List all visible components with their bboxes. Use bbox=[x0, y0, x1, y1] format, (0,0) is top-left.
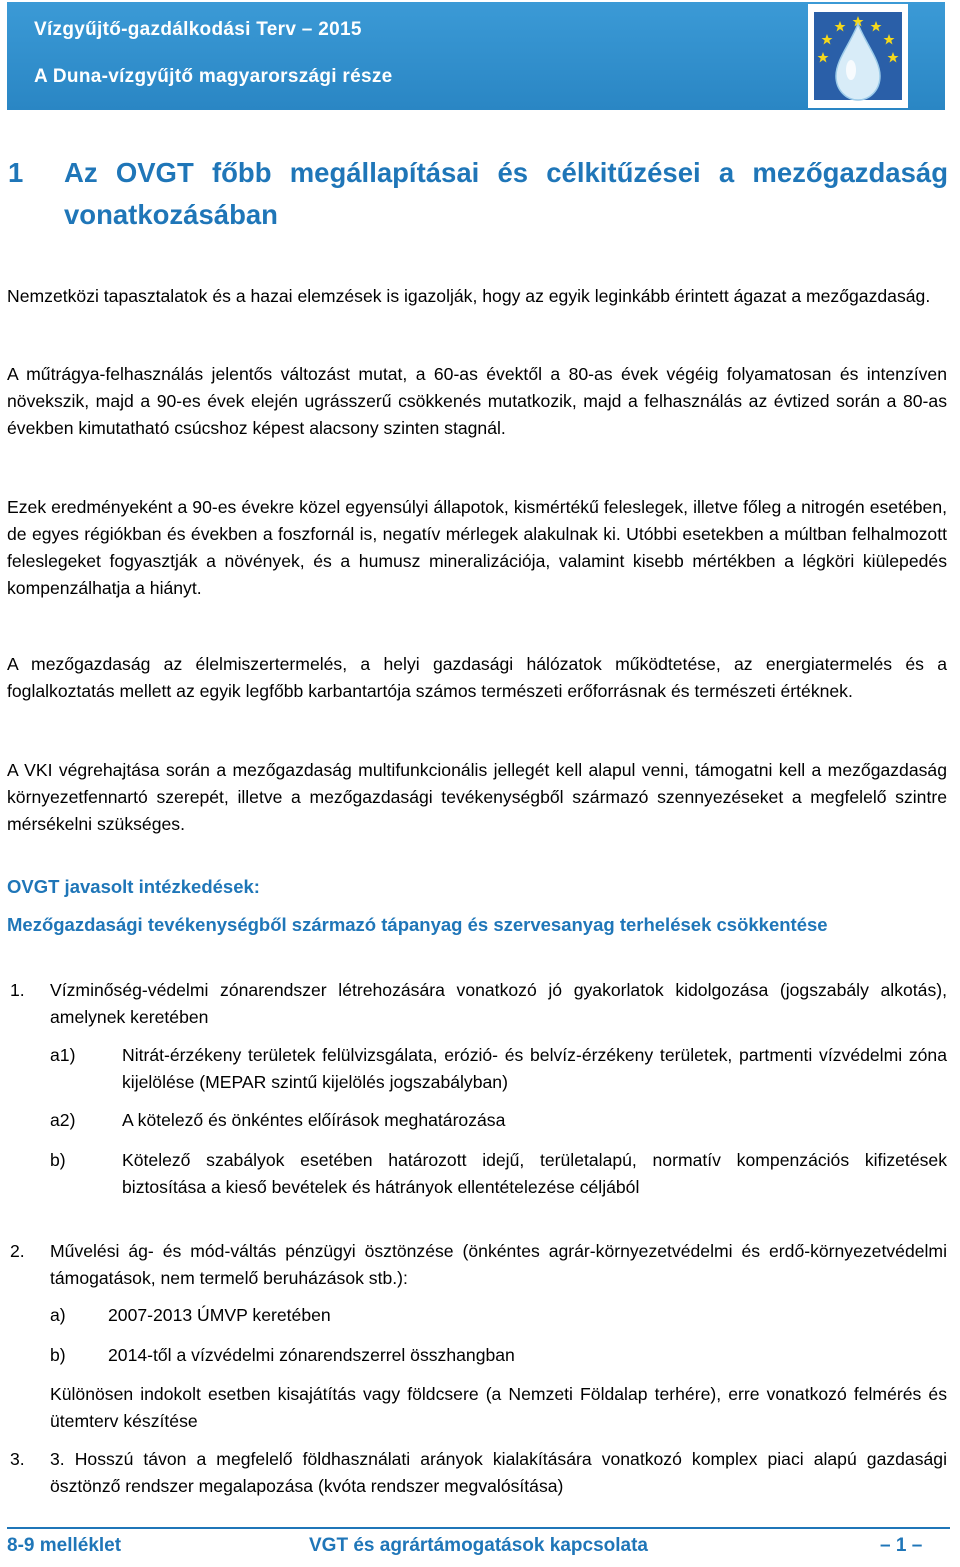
section-heading bbox=[8, 152, 948, 236]
footer-annex: 8-9 melléklet bbox=[7, 1535, 122, 1556]
section-number: 1 bbox=[8, 157, 24, 188]
document-header bbox=[0, 0, 960, 114]
paragraph-3: Ezek eredményeként a 90-es évekre közel egyensúlyi állapotok, kismértékű feleslegek, illetve főleg a nitrogén esetében, de egyes régiókban és években a foszfornál is, negatív mérlegek alakulnak ki. Utóbbi esetekben a múltban felhalmozott feleslegeket fogyasztják a növények, és a humusz mineralizációja, valamint kisebb mértékben a légköri kiülepedés kompenzálhatja a hiányt. bbox=[7, 497, 947, 598]
sub-item-text: 2007-2013 ÚMVP keretében bbox=[108, 1305, 331, 1325]
measures-label: OVGT javasolt intézkedések: bbox=[7, 876, 260, 897]
paragraph-1: Nemzetközi tapasztalatok és a hazai elemzések is igazolják, hogy az egyik leginkább érintett ágazat a mezőgazdaság. bbox=[7, 286, 931, 306]
paragraph-2: A műtrágya-felhasználás jelentős változást mutat, a 60-as évektől a 80-as évek végéig folyamatosan és intenzíven növekszik, majd a 90-es évek elején ugrásszerű csökkenés mutatkozik, majd a felhasználás az évtized során a 80-as években kimutatható csúcshoz képest alacsony szinten stagnál. bbox=[7, 364, 947, 438]
paragraph-4: A mezőgazdaság az élelmiszertermelés, a helyi gazdasági hálózatok működtetése, az energiatermelés és a foglalkoztatás mellett az egyik legfőbb karbantartója számos természeti erőforrásnak és természeti értéknek. bbox=[7, 654, 947, 701]
list-item-text: Művelési ág- és mód-váltás pénzügyi ösztönzése (önkéntes agrár-környezetvédelmi és erdő-környezetvédelmi támogatások, nem termelő beruházások stb.): bbox=[50, 1241, 947, 1288]
sub-item-label: a) bbox=[50, 1305, 66, 1325]
header-subtitle: A Duna-vízgyűjtő magyarországi része bbox=[34, 66, 393, 87]
sub-item-label: b) bbox=[50, 1345, 66, 1365]
list-item-number: 1. bbox=[10, 980, 25, 1000]
header-title: Vízgyűjtő-gazdálkodási Terv – 2015 bbox=[34, 19, 362, 40]
sub-item-label: a1) bbox=[50, 1045, 76, 1065]
sub-item-label: b) bbox=[50, 1150, 66, 1170]
section-title: Az OVGT főbb megállapításai és célkitűzései a mezőgazdaság vonatkozásában bbox=[64, 157, 948, 230]
footer-divider bbox=[7, 1527, 950, 1529]
item-note bbox=[50, 1381, 947, 1435]
list-item-number: 3. bbox=[10, 1449, 25, 1469]
sub-item-text: 2014-től a vízvédelmi zónarendszerrel összhangban bbox=[108, 1345, 515, 1365]
page-number: – 1 – bbox=[880, 1535, 923, 1556]
sub-item-text: Kötelező szabályok esetében határozott idejű, területalapú, normatív kompenzációs kifizetések biztosítása a kieső bevételek és hátrányok ellentételezése céljából bbox=[122, 1150, 947, 1197]
eu-stars-water-drop-icon bbox=[808, 4, 908, 108]
sub-item-text: A kötelező és önkéntes előírások meghatározása bbox=[122, 1110, 506, 1130]
list-item-number: 2. bbox=[10, 1241, 25, 1261]
measures-subheading: Mezőgazdasági tevékenységből származó tápanyag és szervesanyag terhelések csökkentése bbox=[7, 914, 828, 935]
footer-title: VGT és agrártámogatások kapcsolata bbox=[309, 1535, 648, 1556]
list-item-text: 3. Hosszú távon a megfelelő földhasználati arányok kialakítására vonatkozó komplex piaci alapú gazdasági ösztönző rendszer megalapozása (kvóta rendszer megvalósítása) bbox=[50, 1449, 947, 1496]
paragraph-5: A VKI végrehajtása során a mezőgazdaság multifunkcionális jellegét kell alapul venni, támogatni kell a mezőgazdaság környezetfennartó szerepét, illetve a mezőgazdasági tevékenységből származó szennyezéseket a megfelelő szintre mérsékelni szükséges. bbox=[7, 760, 947, 834]
sub-item-label: a2) bbox=[50, 1110, 76, 1130]
sub-item-text: Nitrát-érzékeny területek felülvizsgálata, erózió- és belvíz-érzékeny területek, partmenti vízvédelmi zóna kijelölése (MEPAR szintű kijelölés jogszabályban) bbox=[122, 1045, 947, 1092]
list-item-text: Vízminőség-védelmi zónarendszer létrehozására vonatkozó jó gyakorlatok kidolgozása (jogszabály alkotás), amelynek keretében bbox=[50, 980, 947, 1027]
item-note-text: Különösen indokolt esetben kisajátítás vagy földcsere (a Nemzeti Földalap terhére), erre vonatkozó felmérés és ütemterv készítése bbox=[50, 1384, 947, 1431]
